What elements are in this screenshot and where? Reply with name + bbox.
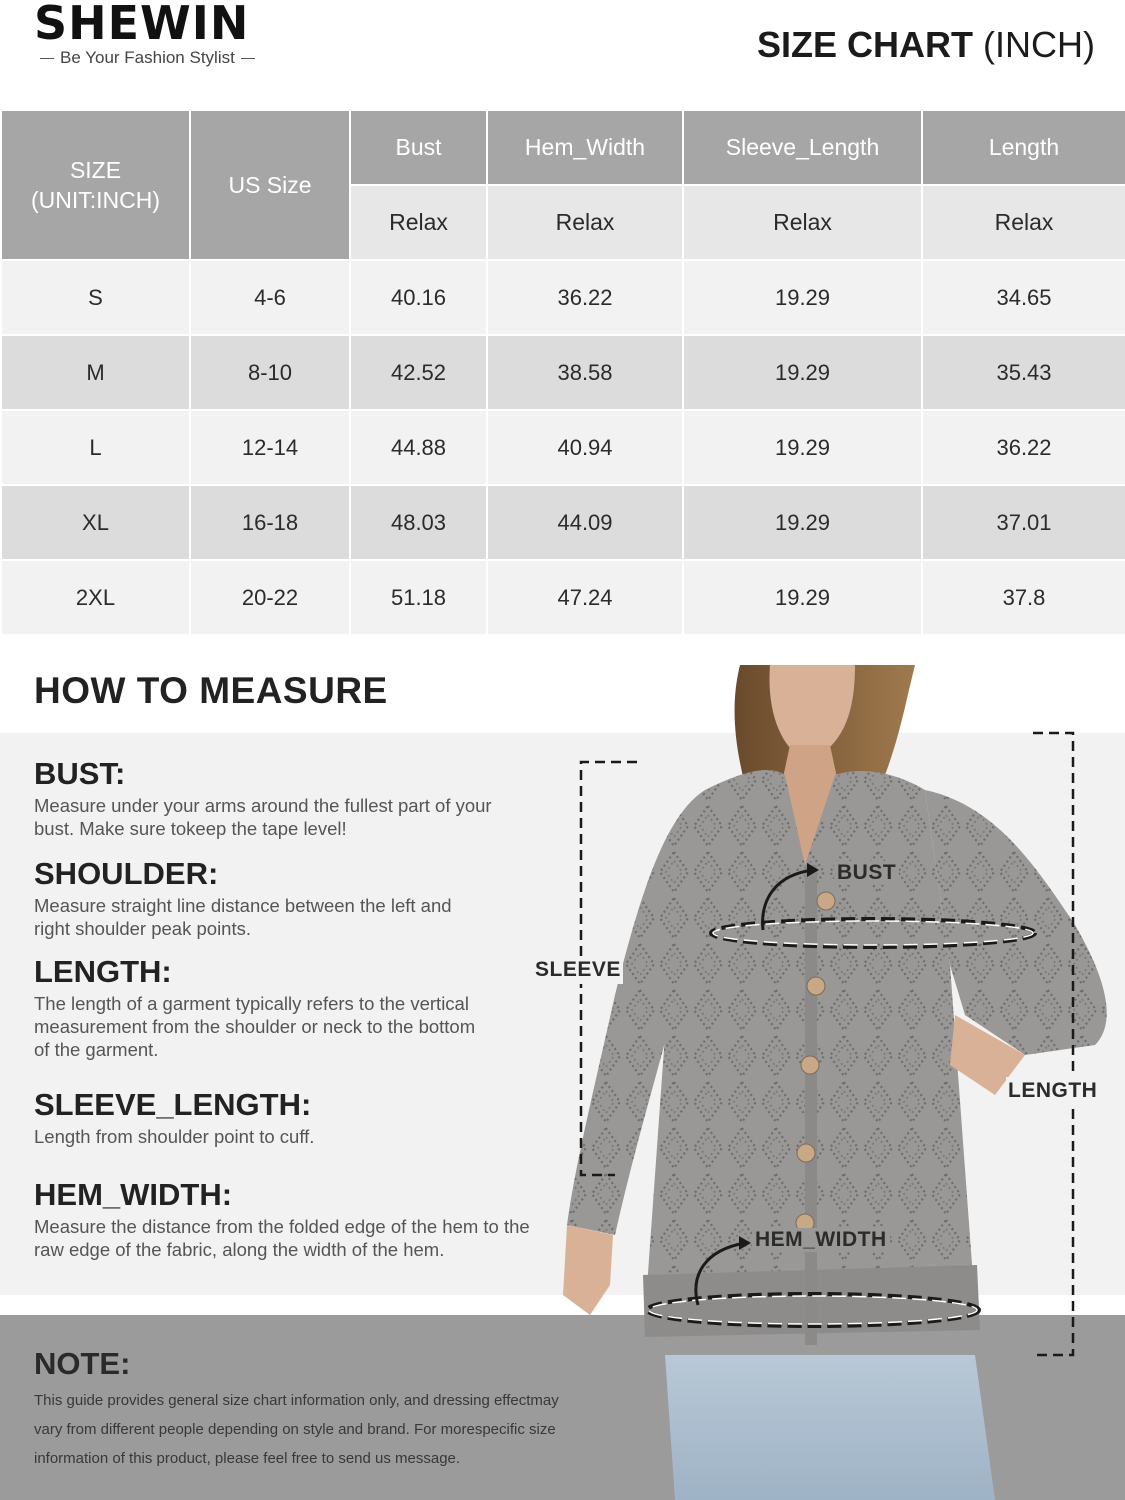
size-chart-title-unit: (INCH): [983, 24, 1095, 65]
measure-item-title: LENGTH:: [34, 954, 172, 989]
measure-item-text: Length from shoulder point to cuff.: [34, 1126, 315, 1147]
left-hand: [563, 1225, 613, 1315]
button-icon: [817, 892, 835, 910]
measure-item-bust: [34, 756, 504, 840]
cell-bust: 48.03: [350, 485, 487, 560]
cardigan-placket: [805, 865, 817, 1345]
size-table: [0, 109, 1125, 636]
measure-item-hem-width: [34, 1177, 534, 1261]
cell-bust: 42.52: [350, 335, 487, 410]
header-us-size: US Size: [190, 110, 350, 260]
header-size: [1, 110, 190, 260]
cell-sleeve-length: 19.29: [683, 410, 922, 485]
measure-item-length: [34, 954, 489, 1061]
measure-item-sleeve-length: [34, 1087, 504, 1148]
sub-header-relax: Relax: [487, 185, 683, 260]
cell-length: 36.22: [922, 410, 1125, 485]
button-icon: [801, 1056, 819, 1074]
cell-bust: 40.16: [350, 260, 487, 335]
cell-length: 35.43: [922, 335, 1125, 410]
bust-label: BUST: [834, 861, 899, 885]
cell-bust: 51.18: [350, 560, 487, 635]
cell-hem-width: 40.94: [487, 410, 683, 485]
header-size-label: SIZE: [69, 157, 122, 183]
measure-item-text: Measure the distance from the folded edge of the hem to the raw edge of the fabric, along the width of the hem.: [34, 1216, 530, 1260]
measure-item-text: Measure straight line distance between the left and right shoulder peak points.: [34, 895, 452, 939]
table-row: [1, 335, 1125, 410]
length-label: LENGTH: [1006, 1077, 1099, 1105]
header-length: Length: [922, 110, 1125, 185]
measure-item-title: HEM_WIDTH:: [34, 1177, 233, 1212]
brand-logo: [34, 0, 274, 68]
cell-sleeve-length: 19.29: [683, 560, 922, 635]
cell-sleeve-length: 19.29: [683, 260, 922, 335]
measure-item-title: SHOULDER:: [34, 856, 219, 891]
brand-tagline: [34, 48, 274, 68]
sub-header-relax: Relax: [683, 185, 922, 260]
jeans-shape: [665, 1355, 995, 1500]
cell-sleeve-length: 19.29: [683, 335, 922, 410]
cell-us-size: 16-18: [190, 485, 350, 560]
cell-us-size: 8-10: [190, 335, 350, 410]
measure-item-text: The length of a garment typically refers to the vertical measurement from the shoulder or neck to the bottom of the garment.: [34, 993, 476, 1060]
measure-item-text: Measure under your arms around the fullest part of your bust. Make sure tokeep the tape level!: [34, 795, 492, 839]
note-title: NOTE:: [34, 1346, 131, 1381]
cell-length: 37.8: [922, 560, 1125, 635]
cell-sleeve-length: 19.29: [683, 485, 922, 560]
brand-name: SHEWIN: [34, 0, 250, 50]
cell-size: 2XL: [1, 560, 190, 635]
header-bust: Bust: [350, 110, 487, 185]
header-sleeve-length: Sleeve_Length: [683, 110, 922, 185]
button-icon: [807, 977, 825, 995]
cell-size: S: [1, 260, 190, 335]
measure-item-shoulder: [34, 856, 454, 940]
sub-header-relax: Relax: [350, 185, 487, 260]
cell-us-size: 4-6: [190, 260, 350, 335]
cell-bust: 44.88: [350, 410, 487, 485]
table-row: [1, 560, 1125, 635]
cell-size: XL: [1, 485, 190, 560]
measure-item-title: SLEEVE_LENGTH:: [34, 1087, 312, 1122]
hem-width-label: HEM_WIDTH: [752, 1228, 890, 1252]
cell-length: 34.65: [922, 260, 1125, 335]
cell-hem-width: 44.09: [487, 485, 683, 560]
cell-length: 37.01: [922, 485, 1125, 560]
cell-size: M: [1, 335, 190, 410]
size-chart-title-main: SIZE CHART: [757, 24, 973, 65]
header-hem-width: Hem_Width: [487, 110, 683, 185]
table-row: [1, 410, 1125, 485]
table-row: [1, 485, 1125, 560]
measure-item-title: BUST:: [34, 756, 126, 791]
cell-size: L: [1, 410, 190, 485]
size-chart-title: [757, 24, 1095, 66]
table-row: [1, 260, 1125, 335]
cell-us-size: 20-22: [190, 560, 350, 635]
cell-hem-width: 38.58: [487, 335, 683, 410]
cell-hem-width: 36.22: [487, 260, 683, 335]
button-icon: [797, 1144, 815, 1162]
sub-header-relax: Relax: [922, 185, 1125, 260]
brand-tagline-text: Be Your Fashion Stylist: [60, 48, 235, 67]
note-text: This guide provides general size chart information only, and dressing effectmay vary from different people depending on style and brand. For morespecific size information of this product, please feel free to send us message.: [34, 1392, 559, 1467]
cell-us-size: 12-14: [190, 410, 350, 485]
cell-hem-width: 47.24: [487, 560, 683, 635]
how-to-measure-title: HOW TO MEASURE: [34, 670, 388, 711]
header-size-unit: (UNIT:INCH): [30, 187, 161, 213]
sleeve-label: SLEEVE: [533, 956, 623, 984]
